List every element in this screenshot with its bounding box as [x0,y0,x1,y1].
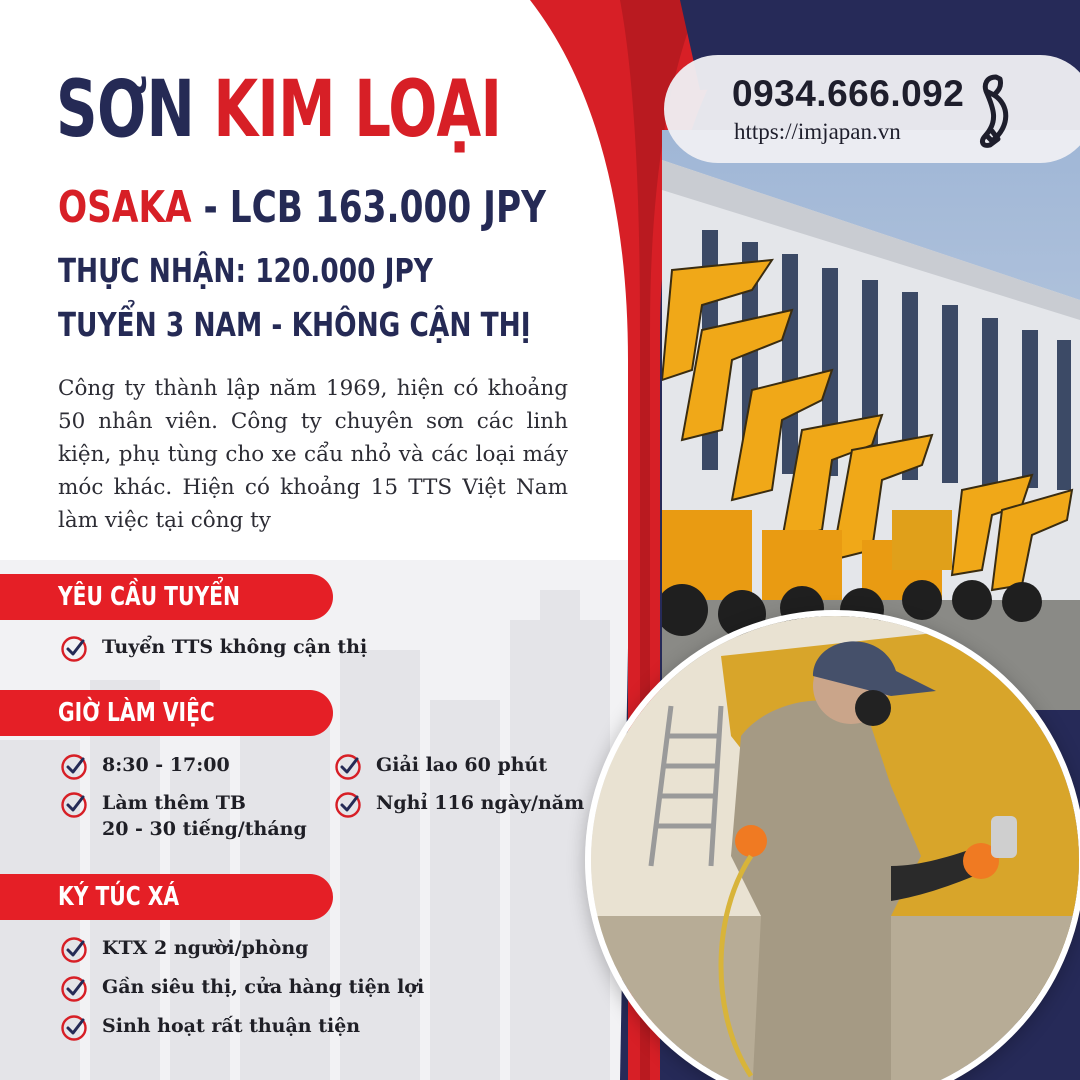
section-title-requirements: YÊU CẦU TUYỂN [58,582,240,612]
list-item-dorm-living [60,1013,360,1042]
overtime-text [102,790,307,842]
break-text: Giải lao 60 phút [376,754,548,776]
worker-photo [585,610,1080,1080]
list-item-break [334,752,547,781]
website-link[interactable]: https://imjapan.vn [734,119,901,144]
holidays-text: Nghỉ 116 ngày/năm [376,792,585,814]
check-circle-icon [60,635,88,663]
net-salary: THỰC NHẬN: 120.000 JPY [58,251,433,290]
list-item-requirement [60,634,367,663]
list-item-hours [60,752,230,781]
hours-text: 8:30 - 17:00 [102,754,230,776]
check-circle-icon [60,791,88,819]
section-header-dormitory [0,874,333,920]
section-header-requirements [0,574,333,620]
requirement-text: Tuyển TTS không cận thị [102,636,368,658]
page-title [56,60,501,160]
check-circle-icon [334,791,362,819]
dorm-location-text: Gần siêu thị, cửa hàng tiện lợi [102,976,425,998]
subtitle-city: OSAKA [58,182,192,233]
check-circle-icon [60,1014,88,1042]
subtitle-basic-salary: - LCB 163.000 JPY [191,182,546,233]
section-title-dormitory: KÝ TÚC XÁ [58,882,180,912]
phone-number[interactable]: 0934.666.092 [732,73,965,114]
check-circle-icon [60,936,88,964]
overtime-amount: 20 - 30 tiếng/tháng [102,818,307,840]
check-circle-icon [334,753,362,781]
list-item-overtime [60,790,307,842]
overtime-label: Làm thêm TB [102,792,246,814]
section-title-working-hours: GIỜ LÀM VIỆC [58,698,215,728]
contact-pill [664,55,1080,163]
list-item-holidays [334,790,584,819]
recruitment-headline: TUYỂN 3 NAM - KHÔNG CẬN THỊ [58,305,531,344]
worker-painting-illustration [591,616,1080,1080]
title-part-kim-loai: KIM LOẠI [213,65,502,155]
check-circle-icon [60,753,88,781]
company-description: Công ty thành lập năm 1969, hiện có khoảng 50 nhân viên. Công ty chuyên sơn các linh kiện, phụ tùng cho xe cẩu nhỏ và các loại máy móc khác. Hiện có khoảng 15 TTS Việt Nam làm việc tại công ty [58,376,568,533]
list-item-dorm-room [60,935,308,964]
subtitle-salary [58,178,546,238]
check-circle-icon [60,975,88,1003]
list-item-dorm-location [60,974,424,1003]
title-part-son: SƠN [56,65,195,155]
dorm-living-text: Sinh hoạt rất thuận tiện [102,1015,361,1037]
section-header-working-hours [0,690,333,736]
dorm-room-text: KTX 2 người/phòng [102,937,309,959]
phone-icon [964,65,1024,153]
